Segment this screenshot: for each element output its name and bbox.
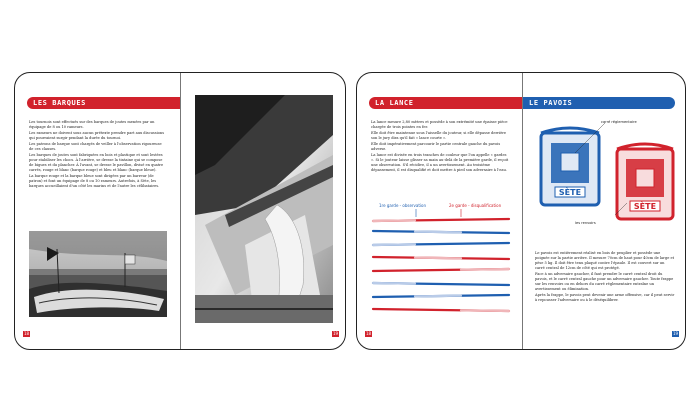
page-number: 18 (365, 331, 372, 336)
lance-paragraph: La lance est divisée en trois tranches de couleur que l'on appelle « gardes ». Si le jouteur laisse glisser sa main au-delà de la première garde, il reçoit une observation. S'il récidive, il a un avertissement. Au troisième dépassement, il est disqualifié et doit mettre à pied son adversaire à l'eau. (371, 153, 509, 172)
barques-paragraph: Les patrons de barque sont chargés de veiller à l'observation rigoureuse de ces clauses. (29, 142, 162, 151)
page-la-lance (357, 73, 522, 349)
page-number: 18 (23, 331, 30, 336)
right-spread (356, 72, 686, 350)
pavois-paragraph: Après la frappe, le pavois peut devenir une arme offensive, car il peut servir à repousser l'adversaire ou à le déséquilibrer. (535, 293, 675, 302)
pavois-paragraph: Face à un adversaire gaucher, il faut prendre le carré central droit du pavois, et le carré central gauche pour un adversaire gaucher. Toute frappe sur les renvoirs ou en dehors du carré réglementaire entraîne un avertissement ou élimination. (535, 272, 674, 291)
page-photo (181, 73, 346, 349)
pavois-illustration (535, 123, 683, 227)
pavois-text (535, 251, 675, 304)
shield-text-blue: SÈTE (558, 188, 582, 197)
page-le-pavois (523, 73, 686, 349)
left-spread (14, 72, 346, 350)
banner-les-barques: LES BARQUES (27, 97, 180, 109)
barques-paragraph: Les tournois sont effectués sur des barques de joutes menées par un équipage de 8 ou 10 rameurs. (29, 120, 155, 129)
pavois-paragraph: Le pavois est entièrement réalisé en bois de peuplier et possède une poignée sur la partie arrière. Il mesure 70cm de haut pour 40cm de large et pèse 5 kg. Il doit être tenu plaqué contre l'épaule. Il est couvert sur un carré central de 12cm de côté qui est protégé. (535, 251, 675, 270)
harbour-photo (29, 231, 167, 317)
label-carre-reglementaire: carré réglementaire (601, 120, 637, 124)
barques-paragraph: La barque rouge et la barque bleue sont dirigées par un barreur (de patron) et font un équipage de 8 ou 10 rameurs. Autrefois, à Sète, les barques accueillaient d'un côté les marins et de l'autre les célibataires. (29, 174, 160, 188)
lances-illustration (369, 209, 514, 319)
label-renvoirs: les renvoirs (575, 221, 596, 225)
lance-paragraph: Elle doit impérativement parcourir le partie centrale gauche du pavois adverse. (371, 142, 501, 151)
shield-text-red: SÈTE (633, 202, 657, 211)
lance-paragraph: Elle doit être maintenue sous l'aisselle du jouteur, si elle dépasse derrière son le jury dira qu'il fait « lance courte ». (371, 131, 507, 140)
page-number: 19 (332, 331, 339, 336)
label-observation: 1re garde - observation (379, 203, 427, 208)
label-disqualification: 2e garde - disqualification (449, 203, 502, 208)
lance-paragraph: La lance mesure 2,80 mètres et possède à son extrémité une épaisse pièce chargée de trois pointes en fer. (371, 120, 508, 129)
barques-text (29, 120, 167, 190)
lance-text (371, 120, 509, 174)
banner-le-pavois: LE PAVOIS (523, 97, 675, 109)
barques-paragraph: Les barques de joutes sont fabriquées en bois et plastique et sont lestées pour stabiliser les chocs. À l'arrière, se dresse la tintaine qui se compose de bigues et du plancher. À l'avant, se dresse le pavillon, divisé en quatre carrés, rouge et blanc (barque rouge) et bleu et blanc (barque bleue). (29, 153, 164, 172)
barques-paragraph: Les rameurs ne doivent sous aucun prétexte prendre part aux discussions qui pourraient surgir pendant la durée du tournoi. (29, 131, 165, 140)
banner-la-lance: LA LANCE (369, 97, 522, 109)
page-number: 19 (672, 331, 679, 336)
page-les-barques (15, 73, 180, 349)
jousting-platform-photo (195, 95, 333, 323)
